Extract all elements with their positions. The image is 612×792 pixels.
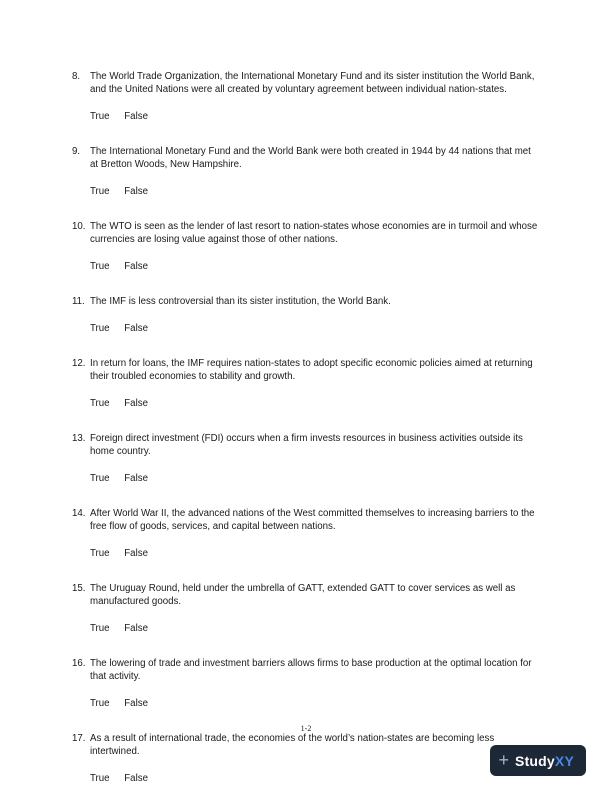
question-item	[72, 70, 540, 123]
brand-name-secondary: XY	[554, 752, 574, 769]
brand-name	[515, 753, 574, 769]
question-item	[72, 657, 540, 710]
question-options	[90, 547, 540, 560]
question-item	[72, 145, 540, 198]
question-text: The Uruguay Round, held under the umbrella of GATT, extended GATT to cover services as well as manufactured goods.	[90, 583, 516, 607]
question-options	[90, 185, 540, 198]
question-options	[90, 622, 540, 635]
true-option: True	[90, 698, 110, 709]
false-option: False	[124, 261, 148, 272]
question-item	[72, 507, 540, 560]
question-item	[72, 432, 540, 485]
false-option: False	[124, 186, 148, 197]
true-option: True	[90, 398, 110, 409]
question-text: As a result of international trade, the economies of the world’s nation-states are becoming less intertwined.	[90, 733, 495, 757]
false-option: False	[124, 398, 148, 409]
question-item	[72, 220, 540, 273]
footer-page-number: 1-2	[300, 724, 312, 733]
studyxy-logo-badge	[490, 745, 586, 776]
plus-icon: +	[498, 749, 510, 770]
true-option: True	[90, 111, 110, 122]
question-options	[90, 110, 540, 123]
false-option: False	[124, 698, 148, 709]
question-list	[72, 70, 540, 792]
question-text: The World Trade Organization, the International Monetary Fund and its sister institution the World Bank, and the United Nations were all created by voluntary agreement between individual nation-states.	[90, 71, 535, 95]
true-option: True	[90, 773, 110, 784]
false-option: False	[124, 111, 148, 122]
question-number: 11.	[72, 296, 85, 307]
true-option: True	[90, 261, 110, 272]
question-text: Foreign direct investment (FDI) occurs when a firm invests resources in business activities outside its home country.	[90, 433, 523, 457]
false-option: False	[124, 473, 148, 484]
question-options	[90, 772, 540, 785]
question-number: 16.	[72, 658, 86, 669]
brand-name-primary: Study	[515, 752, 555, 769]
question-number: 8.	[72, 71, 81, 82]
false-option: False	[124, 623, 148, 634]
question-item	[72, 582, 540, 635]
question-number: 14.	[72, 508, 86, 519]
question-text: In return for loans, the IMF requires nation-states to adopt specific economic policies aimed at returning their troubled economies to stability and growth.	[90, 358, 533, 382]
question-number: 13.	[72, 433, 86, 444]
true-option: True	[90, 473, 110, 484]
question-item	[72, 732, 540, 785]
true-option: True	[90, 623, 110, 634]
question-options	[90, 397, 540, 410]
false-option: False	[124, 773, 148, 784]
question-text: After World War II, the advanced nations of the West committed themselves to increasing barriers to the free flow of goods, services, and capital between nations.	[90, 508, 535, 532]
question-text: The WTO is seen as the lender of last resort to nation-states whose economies are in turmoil and whose currencies are losing value against those of other nations.	[90, 221, 538, 245]
question-item	[72, 357, 540, 410]
question-item	[72, 295, 540, 335]
true-option: True	[90, 186, 110, 197]
question-number: 17.	[72, 733, 86, 744]
question-text: The International Monetary Fund and the World Bank were both created in 1944 by 44 nations that met at Bretton Woods, New Hampshire.	[90, 146, 531, 170]
question-options	[90, 260, 540, 273]
question-options	[90, 472, 540, 485]
question-number: 10.	[72, 221, 86, 232]
true-option: True	[90, 323, 110, 334]
question-options	[90, 697, 540, 710]
question-text: The IMF is less controversial than its sister institution, the World Bank.	[90, 296, 391, 307]
false-option: False	[124, 323, 148, 334]
question-number: 12.	[72, 358, 86, 369]
question-number: 9.	[72, 146, 81, 157]
question-text: The lowering of trade and investment barriers allows firms to base production at the optimal location for that activity.	[90, 658, 532, 682]
false-option: False	[124, 548, 148, 559]
question-options	[90, 322, 540, 335]
true-option: True	[90, 548, 110, 559]
question-number: 15.	[72, 583, 86, 594]
